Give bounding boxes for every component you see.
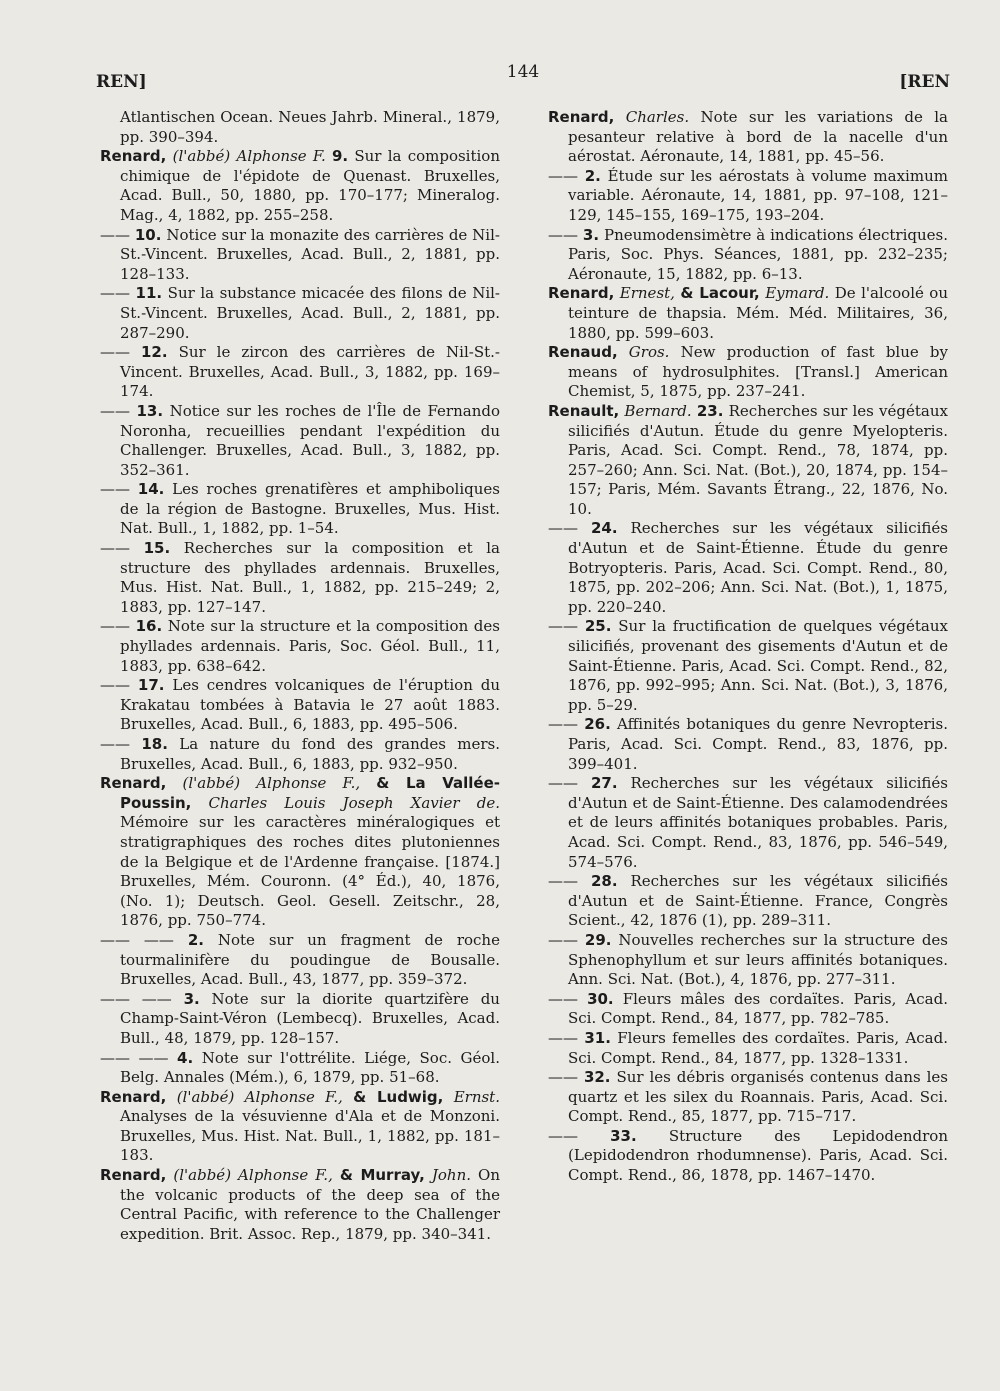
entry-text: Atlantischen Ocean. Neues Jahrb. Mineral., 1879, pp. 390–394.: [120, 108, 500, 146]
repeat-dash: —— ——: [100, 1048, 169, 1067]
bibliography-entry: [100, 990, 500, 1049]
author-name: Renard,: [548, 284, 615, 303]
bibliography-entry: [100, 617, 500, 676]
entry-number: 25.: [584, 617, 612, 636]
author-given-name: Ernest,: [619, 284, 675, 303]
coauthor-name: & La Vallée-Poussin,: [120, 774, 500, 812]
entry-text: Fleurs mâles des cordaïtes. Paris, Acad. Sci. Compt. Rend., 84, 1877, pp. 782–785.: [568, 989, 948, 1028]
entry-number: 18.: [141, 735, 168, 753]
repeat-dash: ——: [548, 989, 578, 1008]
repeat-dash: ——: [548, 930, 578, 949]
bibliography-entry: [548, 519, 948, 617]
entry-text: Sur le zircon des carrières de Nil-St.-Vincent. Bruxelles, Acad. Bull., 3, 1882, pp. 169–174.: [120, 343, 500, 401]
repeat-dash: —— ——: [100, 989, 172, 1008]
entry-number: 24.: [590, 519, 618, 538]
coauthor-given-name: Eymard.: [765, 284, 830, 303]
bibliography-entry: [548, 715, 948, 774]
entry-number: 2.: [584, 166, 601, 185]
entry-number: 3.: [183, 989, 200, 1008]
entry-text: Mémoire sur les caractères minéralogiques et stratigraphiques des roches dites plutoniennes de la Belgique et de l'Ardenne française. [1874.] Bruxelles, Mém. Couronn. (4° Éd.), 40, 1876, (No. 1); Deutsch. Geol. Gesell. Zeitschr., 28, 1876, pp. 750–774.: [120, 813, 500, 930]
bibliography-entry: [548, 402, 948, 520]
repeat-dash: ——: [548, 617, 578, 636]
left-column: [100, 108, 500, 1244]
entry-number: 13.: [136, 401, 164, 420]
repeat-dash: ——: [548, 715, 578, 734]
author-given-name: (l'abbé) Alphonse F.: [172, 147, 326, 166]
entry-number: 9.: [331, 147, 349, 166]
repeat-dash: —— ——: [100, 930, 174, 949]
author-name: Renard,: [100, 1087, 167, 1106]
bibliography-entry: [548, 1127, 948, 1186]
repeat-dash: ——: [548, 872, 578, 891]
bibliography-entry: [548, 1068, 948, 1127]
author-name: Renard,: [100, 774, 167, 793]
entry-text: De l'alcoolé ou teinture de thapsia. Mém. Méd. Militaires, 36, 1880, pp. 599–603.: [568, 284, 948, 342]
bibliography-entry: [100, 147, 500, 225]
entry-number: 29.: [584, 930, 612, 949]
bibliography-entry: [548, 226, 948, 285]
header-right: [REN: [899, 72, 950, 92]
entry-text: Recherches sur les végétaux silicifiés d'Autun et de Saint-Étienne. Étude du genre Botryopteris. Paris, Acad. Sci. Compt. Rend., 80, 1875, pp. 202–206; Ann. Sci. Nat. (Bot.), 1, 1875, pp. 220–240.: [568, 519, 948, 616]
entry-text: Fleurs femelles des cordaïtes. Paris, Acad. Sci. Compt. Rend., 84, 1877, pp. 1328–1331.: [568, 1028, 948, 1067]
bibliography-entry: [100, 774, 500, 931]
entry-text: Étude sur les aérostats à volume maximum variable. Aéronaute, 14, 1881, pp. 97–108, 121–129, 145–155, 169–175, 193–204.: [568, 166, 948, 224]
bibliography-entry: [548, 284, 948, 343]
repeat-dash: ——: [548, 774, 578, 793]
repeat-dash: ——: [100, 480, 130, 499]
entry-text: Notice sur les roches de l'Île de Fernando Noronha, recueillies pendant l'expédition du Challenger. Bruxelles, Acad. Bull., 3, 1882, pp. 352–361.: [120, 401, 500, 479]
bibliography-entry: [548, 167, 948, 226]
entry-number: 12.: [141, 343, 168, 362]
bibliography-entry: [100, 1049, 500, 1088]
bibliography-entry: [100, 676, 500, 735]
bibliography-entry: [548, 931, 948, 990]
repeat-dash: ——: [100, 617, 130, 636]
entry-text: Note sur la diorite quartzifère du Champ-Saint-Véron (Lembecq). Bruxelles, Acad. Bull., 48, 1879, pp. 128–157.: [120, 989, 500, 1047]
author-given-name: (l'abbé) Alphonse F.,: [173, 1166, 333, 1185]
coauthor-name: & Ludwig,: [353, 1087, 444, 1106]
entry-text: Analyses de la vésuvienne d'Ala et de Monzoni. Bruxelles, Mus. Hist. Nat. Bull., 1, 1882, pp. 181–183.: [120, 1107, 500, 1165]
right-column: [548, 108, 948, 1186]
entry-text: Affinités botaniques du genre Nevropteris. Paris, Acad. Sci. Compt. Rend., 83, 1876, pp. 399–401.: [568, 715, 948, 773]
coauthor-given-name: Charles Louis Joseph Xavier de.: [208, 793, 500, 812]
entry-number: 33.: [610, 1126, 637, 1145]
entry-number: 32.: [583, 1068, 611, 1087]
entry-number: 11.: [135, 284, 163, 303]
entry-number: 3.: [582, 225, 600, 244]
coauthor-name: & Murray,: [339, 1166, 425, 1185]
bibliography-entry: [100, 931, 500, 990]
author-name: Renard,: [548, 108, 615, 126]
entry-text: Sur la composition chimique de l'épidote de Quenast. Bruxelles, Acad. Bull., 50, 1880, pp. 170–177; Mineralog. Mag., 4, 1882, pp. 255–258.: [120, 147, 500, 224]
entry-text: Recherches sur les végétaux silicifiés d'Autun. Étude du genre Myelopteris. Paris, Acad. Sci. Compt. Rend., 78, 1874, pp. 257–260; Ann. Sci. Nat. (Bot.), 20, 1874, pp. 154–157; Paris, Mém. Savants Étrang., 22, 1876, No. 10.: [568, 401, 948, 518]
repeat-dash: ——: [100, 225, 130, 244]
entry-text: Sur la substance micacée des filons de Nil-St.-Vincent. Bruxelles, Acad. Bull., 2, 1881, pp. 287–290.: [120, 284, 500, 342]
repeat-dash: ——: [100, 401, 130, 420]
header-left: REN]: [96, 72, 147, 92]
author-name: Renard,: [100, 1166, 167, 1185]
coauthor-given-name: Ernst.: [453, 1087, 500, 1106]
bibliography-entry: [548, 108, 948, 167]
bibliography-entry: [548, 343, 948, 402]
bibliography-entry: [100, 539, 500, 617]
coauthor-given-name: John.: [431, 1166, 471, 1185]
repeat-dash: ——: [548, 1126, 578, 1145]
bibliography-entry: [100, 343, 500, 402]
entry-text: Les cendres volcaniques de l'éruption du Krakatau tombées à Batavia le 27 août 1883. Bruxelles, Acad. Bull., 6, 1883, pp. 495–506.: [120, 676, 500, 734]
bibliography-entry: [548, 774, 948, 872]
bibliography-entry: [548, 1029, 948, 1068]
running-header: [96, 62, 950, 92]
repeat-dash: ——: [100, 284, 130, 303]
entry-number: 16.: [135, 617, 163, 636]
repeat-dash: ——: [548, 166, 578, 185]
bibliography-entry: [100, 226, 500, 285]
entry-number: 26.: [584, 715, 611, 734]
entry-number: 4.: [177, 1048, 194, 1067]
entry-number: 30.: [587, 989, 614, 1008]
entry-text: Recherches sur la composition et la structure des phyllades ardennais. Bruxelles, Mus. Hist. Nat. Bull., 1, 1882, pp. 215–249; 2, 1883, pp. 127–147.: [120, 539, 500, 616]
repeat-dash: ——: [100, 676, 130, 695]
bibliography-entry: [100, 480, 500, 539]
repeat-dash: ——: [548, 1028, 578, 1047]
bibliography-entry: [548, 872, 948, 931]
entry-number: 28.: [590, 872, 618, 891]
entry-number: 31.: [584, 1028, 611, 1047]
entry-text: Recherches sur les végétaux silicifiés d'Autun et de Saint-Étienne. Des calamodendrées et de leurs affinités botaniques probables. Paris, Acad. Sci. Compt. Rend., 83, 1876, pp. 546–549, 574–576.: [568, 774, 948, 871]
entry-text: Sur la fructification de quelques végétaux silicifiés, provenant des gisements d'Autun et de Saint-Étienne. Paris, Acad. Sci. Compt. Rend., 82, 1876, pp. 992–995; Ann. Sci. Nat. (Bot.), 3, 1876, pp. 5–29.: [568, 617, 948, 714]
entry-text: Sur les débris organisés contenus dans les quartz et les silex du Roannais. Paris, Acad. Sci. Compt. Rend., 85, 1877, pp. 715–717.: [568, 1068, 948, 1126]
author-name: Renault,: [548, 401, 620, 420]
author-given-name: (l'abbé) Alphonse F.,: [182, 774, 361, 793]
entry-text: Structure des Lepidodendron (Lepidodendron rhodumnense). Paris, Acad. Sci. Compt. Rend., 86, 1878, pp. 1467–1470.: [568, 1126, 948, 1185]
entry-text: Les roches grenatifères et amphiboliques de la région de Bastogne. Bruxelles, Mus. Hist. Nat. Bull., 1, 1882, pp. 1–54.: [120, 480, 500, 538]
entry-text: New production of fast blue by means of hydrosulphites. [Transl.] American Chemist, 5, 1875, pp. 237–241.: [568, 343, 948, 401]
entry-text: Recherches sur les végétaux silicifiés d'Autun et de Saint-Étienne. France, Congrès Scient., 42, 1876 (1), pp. 289–311.: [568, 872, 948, 930]
entry-number: 17.: [137, 676, 165, 695]
entry-text: Pneumodensimètre à indications électriques. Paris, Soc. Phys. Séances, 1881, pp. 232–235; Aéronaute, 15, 1882, pp. 6–13.: [568, 225, 948, 283]
entry-text: Nouvelles recherches sur la structure des Sphenophyllum et sur leurs affinités botaniques. Ann. Sci. Nat. (Bot.), 4, 1876, pp. 277–311.: [568, 930, 949, 989]
bibliography-entry: [548, 617, 948, 715]
entry-text: Notice sur la monazite des carrières de Nil-St.-Vincent. Bruxelles, Acad. Bull., 2, 1881, pp. 128–133.: [120, 225, 500, 283]
entry-number: 23.: [696, 401, 724, 420]
bibliography-entry: [100, 1166, 500, 1244]
author-given-name: Charles.: [625, 108, 690, 126]
entry-text: Note sur l'ottrélite. Liége, Soc. Géol. Belg. Annales (Mém.), 6, 1879, pp. 51–68.: [120, 1048, 500, 1087]
entry-number: 14.: [137, 480, 165, 499]
entry-number: 2.: [187, 930, 204, 949]
entry-text: Note sur les variations de la pesanteur relative à bord de la nacelle d'un aérostat. Aéronaute, 14, 1881, pp. 45–56.: [568, 108, 948, 166]
author-name: Renaud,: [548, 343, 618, 362]
repeat-dash: ——: [100, 539, 130, 558]
entry-number: 15.: [143, 539, 171, 558]
author-name: Renard,: [100, 147, 167, 166]
entry-number: 27.: [590, 774, 618, 793]
author-given-name: Bernard.: [624, 401, 692, 420]
repeat-dash: ——: [548, 519, 578, 538]
entry-number: 10.: [134, 225, 162, 244]
entry-text: Note sur un fragment de roche tourmalinifère du poudingue de Bousalle. Bruxelles, Acad. Bull., 43, 1877, pp. 359–372.: [120, 930, 500, 989]
bibliography-entry: [100, 284, 500, 343]
bibliography-entry: [100, 1088, 500, 1166]
bibliography-entry: [548, 990, 948, 1029]
page-number: 144: [506, 62, 540, 82]
repeat-dash: ——: [548, 1068, 578, 1087]
bibliography-entry: [100, 108, 500, 147]
author-given-name: Gros.: [628, 343, 670, 362]
repeat-dash: ——: [548, 225, 578, 244]
author-given-name: (l'abbé) Alphonse F.,: [176, 1087, 343, 1106]
bibliography-entry: [100, 735, 500, 774]
entry-text: On the volcanic products of the deep sea of the Central Pacific, with reference to the Challenger expedition. Brit. Assoc. Rep., 1879, pp. 340–341.: [120, 1166, 500, 1243]
entry-text: La nature du fond des grandes mers. Bruxelles, Acad. Bull., 6, 1883, pp. 932–950.: [120, 735, 500, 773]
repeat-dash: ——: [100, 735, 130, 753]
bibliography-entry: [100, 402, 500, 480]
entry-text: Note sur la structure et la composition des phyllades ardennais. Paris, Soc. Géol. Bull., 11, 1883, pp. 638–642.: [120, 617, 500, 675]
coauthor-name: & Lacour,: [680, 284, 760, 303]
repeat-dash: ——: [100, 343, 130, 362]
